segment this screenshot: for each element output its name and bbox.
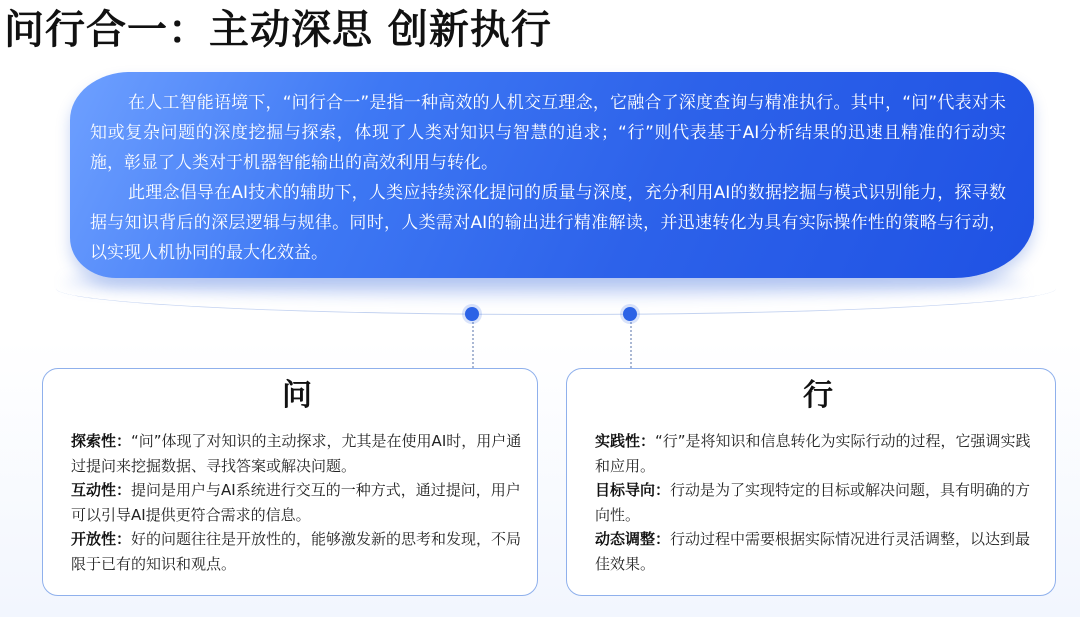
card-item-exploration [71, 429, 523, 478]
intro-banner [70, 72, 1034, 278]
card-heading-wen: 问 [282, 378, 312, 413]
item-text: 行动过程中需要根据实际情况进行灵活调整，以达到最佳效果。 [595, 530, 1031, 573]
card-item-openness [71, 527, 523, 576]
page-title: 问行合一：主动深思 创新执行 [4, 7, 552, 53]
card-heading-xing: 行 [803, 378, 833, 413]
item-text: 好的问题往往是开放性的，能够激发新的思考和发现，不局限于已有的知识和观点。 [71, 530, 522, 573]
card-item-dynamic-adjustment [595, 527, 1041, 576]
intro-paragraph-1: 在人工智能语境下，“问行合一”是指一种高效的人机交互理念，它融合了深度查询与精准执行。其中，“问”代表对未知或复杂问题的深度挖掘与探索，体现了人类对知识与智慧的追求；“行”则代表基于AI分析结果的迅速且精准的行动实施，彰显了人类对于机器智能输出的高效利用与转化。 [90, 93, 1006, 173]
intro-paragraph-2: 此理念倡导在AI技术的辅助下，人类应持续深化提问的质量与深度，充分利用AI的数据挖掘与模式识别能力，探寻数据与知识背后的深层逻辑与规律。同时，人类需对AI的输出进行精准解读，并迅速转化为具有实际操作性的策略与行动，以实现人机协同的最大化效益。 [90, 183, 1006, 263]
item-text: “问”体现了对知识的主动探求，尤其是在使用AI时，用户通过提问来挖掘数据、寻找答案或解决问题。 [71, 432, 522, 475]
card-item-interactivity [71, 478, 523, 527]
item-term: 开放性： [71, 530, 132, 548]
item-term: 实践性： [595, 432, 656, 450]
item-term: 目标导向： [595, 481, 671, 499]
item-term: 探索性： [71, 432, 132, 450]
left-connector-dot [465, 307, 479, 321]
card-item-practice [595, 429, 1041, 478]
item-text: 提问是用户与AI系统进行交互的一种方式，通过提问，用户可以引导AI提供更符合需求的信息。 [71, 481, 521, 524]
right-connector-dot [623, 307, 637, 321]
item-term: 动态调整： [595, 530, 671, 548]
left-connector-line [472, 322, 474, 368]
card-item-goal-oriented [595, 478, 1041, 527]
item-text: “行”是将知识和信息转化为实际行动的过程，它强调实践和应用。 [595, 432, 1031, 475]
item-term: 互动性： [71, 481, 132, 499]
item-text: 行动是为了实现特定的目标或解决问题，具有明确的方向性。 [595, 481, 1031, 524]
card-xing [566, 368, 1056, 596]
card-wen [42, 368, 538, 596]
right-connector-line [630, 322, 632, 368]
